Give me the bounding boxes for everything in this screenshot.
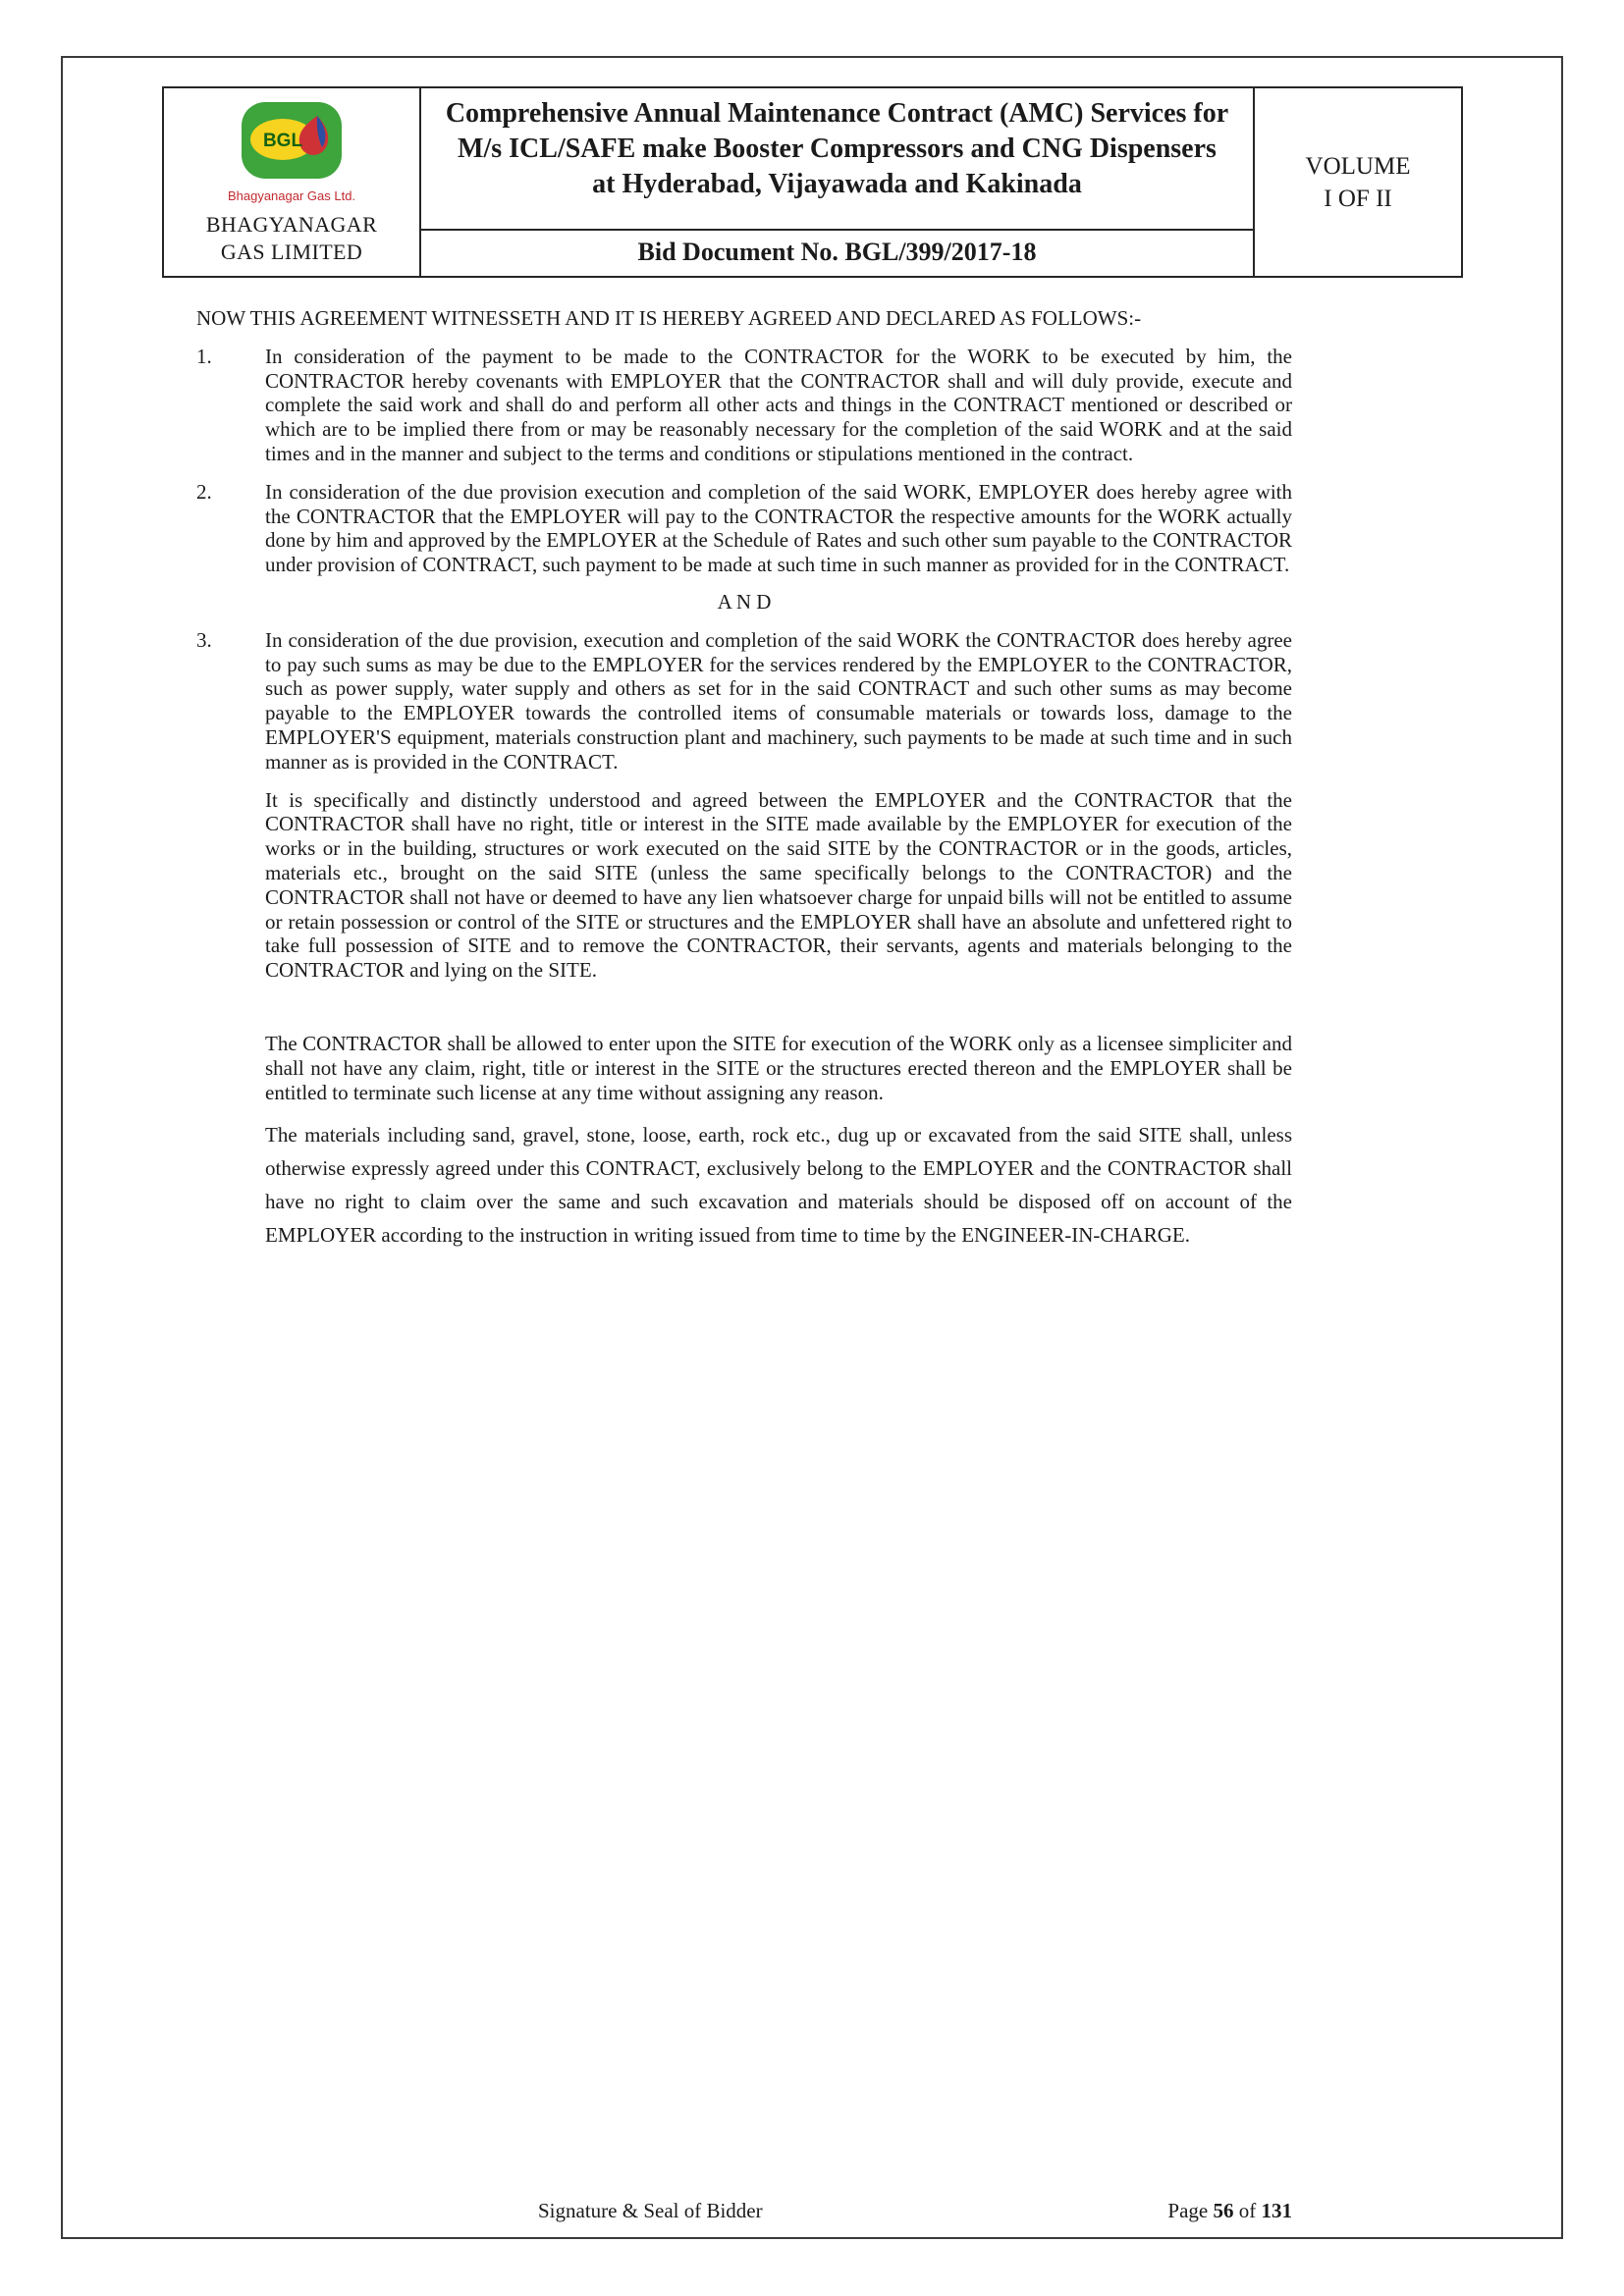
clause-3-text: In consideration of the due provision, execution and completion of the said WORK the CONTRACTOR does hereby agree to pay such sums as may be due to the EMPLOYER for the services rendered by the EMPLOYER to the CONTRACTOR, such as power supply, water supply and others as set for in the said CONTRACT and such other sums as may become payable to the EMPLOYER towards the controlled items of consumable materials or towards loss, damage to the EMPLOYER'S equipment, materials construction plant and machinery, such payments to be made at such time and in such manner as is provided in the CONTRACT. (265, 627, 1292, 774)
volume-cell (1253, 88, 1461, 276)
clause-2-text: In consideration of the due provision execution and completion of the said WORK, EMPLOYER does hereby agree with the CONTRACTOR that the EMPLOYER will pay to the CONTRACTOR the respective amounts for the WORK actually done by him and approved by the EMPLOYER at the Schedule of Rates and such other sum payable to the CONTRACTOR under provision of CONTRACT, such payment to be made at such time in such manner as provided for in the CONTRACT. (265, 479, 1292, 577)
title-cell (421, 88, 1253, 276)
page-number (1167, 2199, 1292, 2223)
page-current: 56 (1213, 2199, 1234, 2222)
document-title: Comprehensive Annual Maintenance Contract (AMC) Services for M/s ICL/SAFE make Booster Compressors and CNG Dispensers at Hyderabad, Vijayawada and Kakinada (445, 98, 1229, 199)
header-table (162, 86, 1463, 278)
volume-line1: VOLUME (1305, 152, 1411, 180)
materials-paragraph: The materials including sand, gravel, stone, loose, earth, rock etc., dug up or excavated from the said SITE shall, unless otherwise expressly agreed under this CONTRACT, exclusively belong to the EMPLOYER and the CONTRACTOR shall have no right to claim over the same and such excavation and materials should be disposed off on account of the EMPLOYER according to the instruction in writing issued from time to time by the ENGINEER-IN-CHARGE. (265, 1123, 1292, 1248)
page-footer (196, 2199, 1292, 2228)
logo-monogram: BGL (262, 131, 303, 151)
document-body (196, 306, 1292, 1252)
clause-1 (196, 345, 1292, 466)
intro-paragraph: NOW THIS AGREEMENT WITNESSETH AND IT IS HEREBY AGREED AND DECLARED AS FOLLOWS:- (196, 306, 1142, 330)
site-rights-paragraph: It is specifically and distinctly understood and agreed between the EMPLOYER and the CONTRACTOR that the CONTRACTOR shall have no right, title or interest in the SITE made available by the EMPLOYER for execution of the works or in the building, structures or work executed on the said SITE by the CONTRACTOR or in the goods, articles, materials etc., brought on the said SITE (unless the same specifically belongs to the CONTRACTOR) and the CONTRACTOR shall not have or deemed to have any lien whatsoever charge for unpaid bills will not be entitled to assume or retain possession or control of the SITE or structures and the EMPLOYER shall have an absolute and unfettered right to take full possession of SITE and to remove the CONTRACTOR, their servants, agents and materials belonging to the CONTRACTOR and lying on the SITE. (265, 787, 1292, 983)
clause-3 (196, 628, 1292, 774)
logo-cell (164, 88, 421, 276)
clause-1-number: 1. (196, 344, 212, 368)
company-name-line1: BHAGYANAGAR (205, 212, 378, 237)
of-label: of (1238, 2199, 1257, 2222)
clause-1-text: In consideration of the payment to be made to the CONTRACTOR for the WORK to be executed by him, the CONTRACTOR hereby covenants with EMPLOYER that the CONTRACTOR shall and will duly provide, execute and complete the said work and shall do and perform all other acts and things in the CONTRACT mentioned or described or which are to be implied there from or may be reasonably necessary for the completion of the said WORK and at the said times and in the manner and subject to the terms and conditions or stipulations mentioned in the contract. (265, 344, 1292, 465)
clause-3-number: 3. (196, 627, 212, 652)
clause-2-number: 2. (196, 479, 212, 504)
page-total: 131 (1261, 2199, 1292, 2222)
bgl-logo (234, 98, 350, 187)
page-label: Page (1167, 2199, 1209, 2222)
company-name-line2: GAS LIMITED (220, 240, 363, 264)
and-separator: A N D (717, 589, 772, 614)
volume-line2: I OF II (1324, 185, 1392, 212)
signature-label: Signature & Seal of Bidder (538, 2199, 763, 2222)
bid-document-number: Bid Document No. BGL/399/2017-18 (421, 229, 1253, 276)
licensee-paragraph: The CONTRACTOR shall be allowed to enter upon the SITE for execution of the WORK only as a licensee simpliciter and shall not have any claim, right, title or interest in the SITE or the structures erected thereon and the EMPLOYER shall be entitled to terminate such license at any time without assigning any reason. (265, 1031, 1292, 1104)
clause-2 (196, 480, 1292, 577)
logo-tagline: Bhagyanagar Gas Ltd. (227, 188, 356, 203)
